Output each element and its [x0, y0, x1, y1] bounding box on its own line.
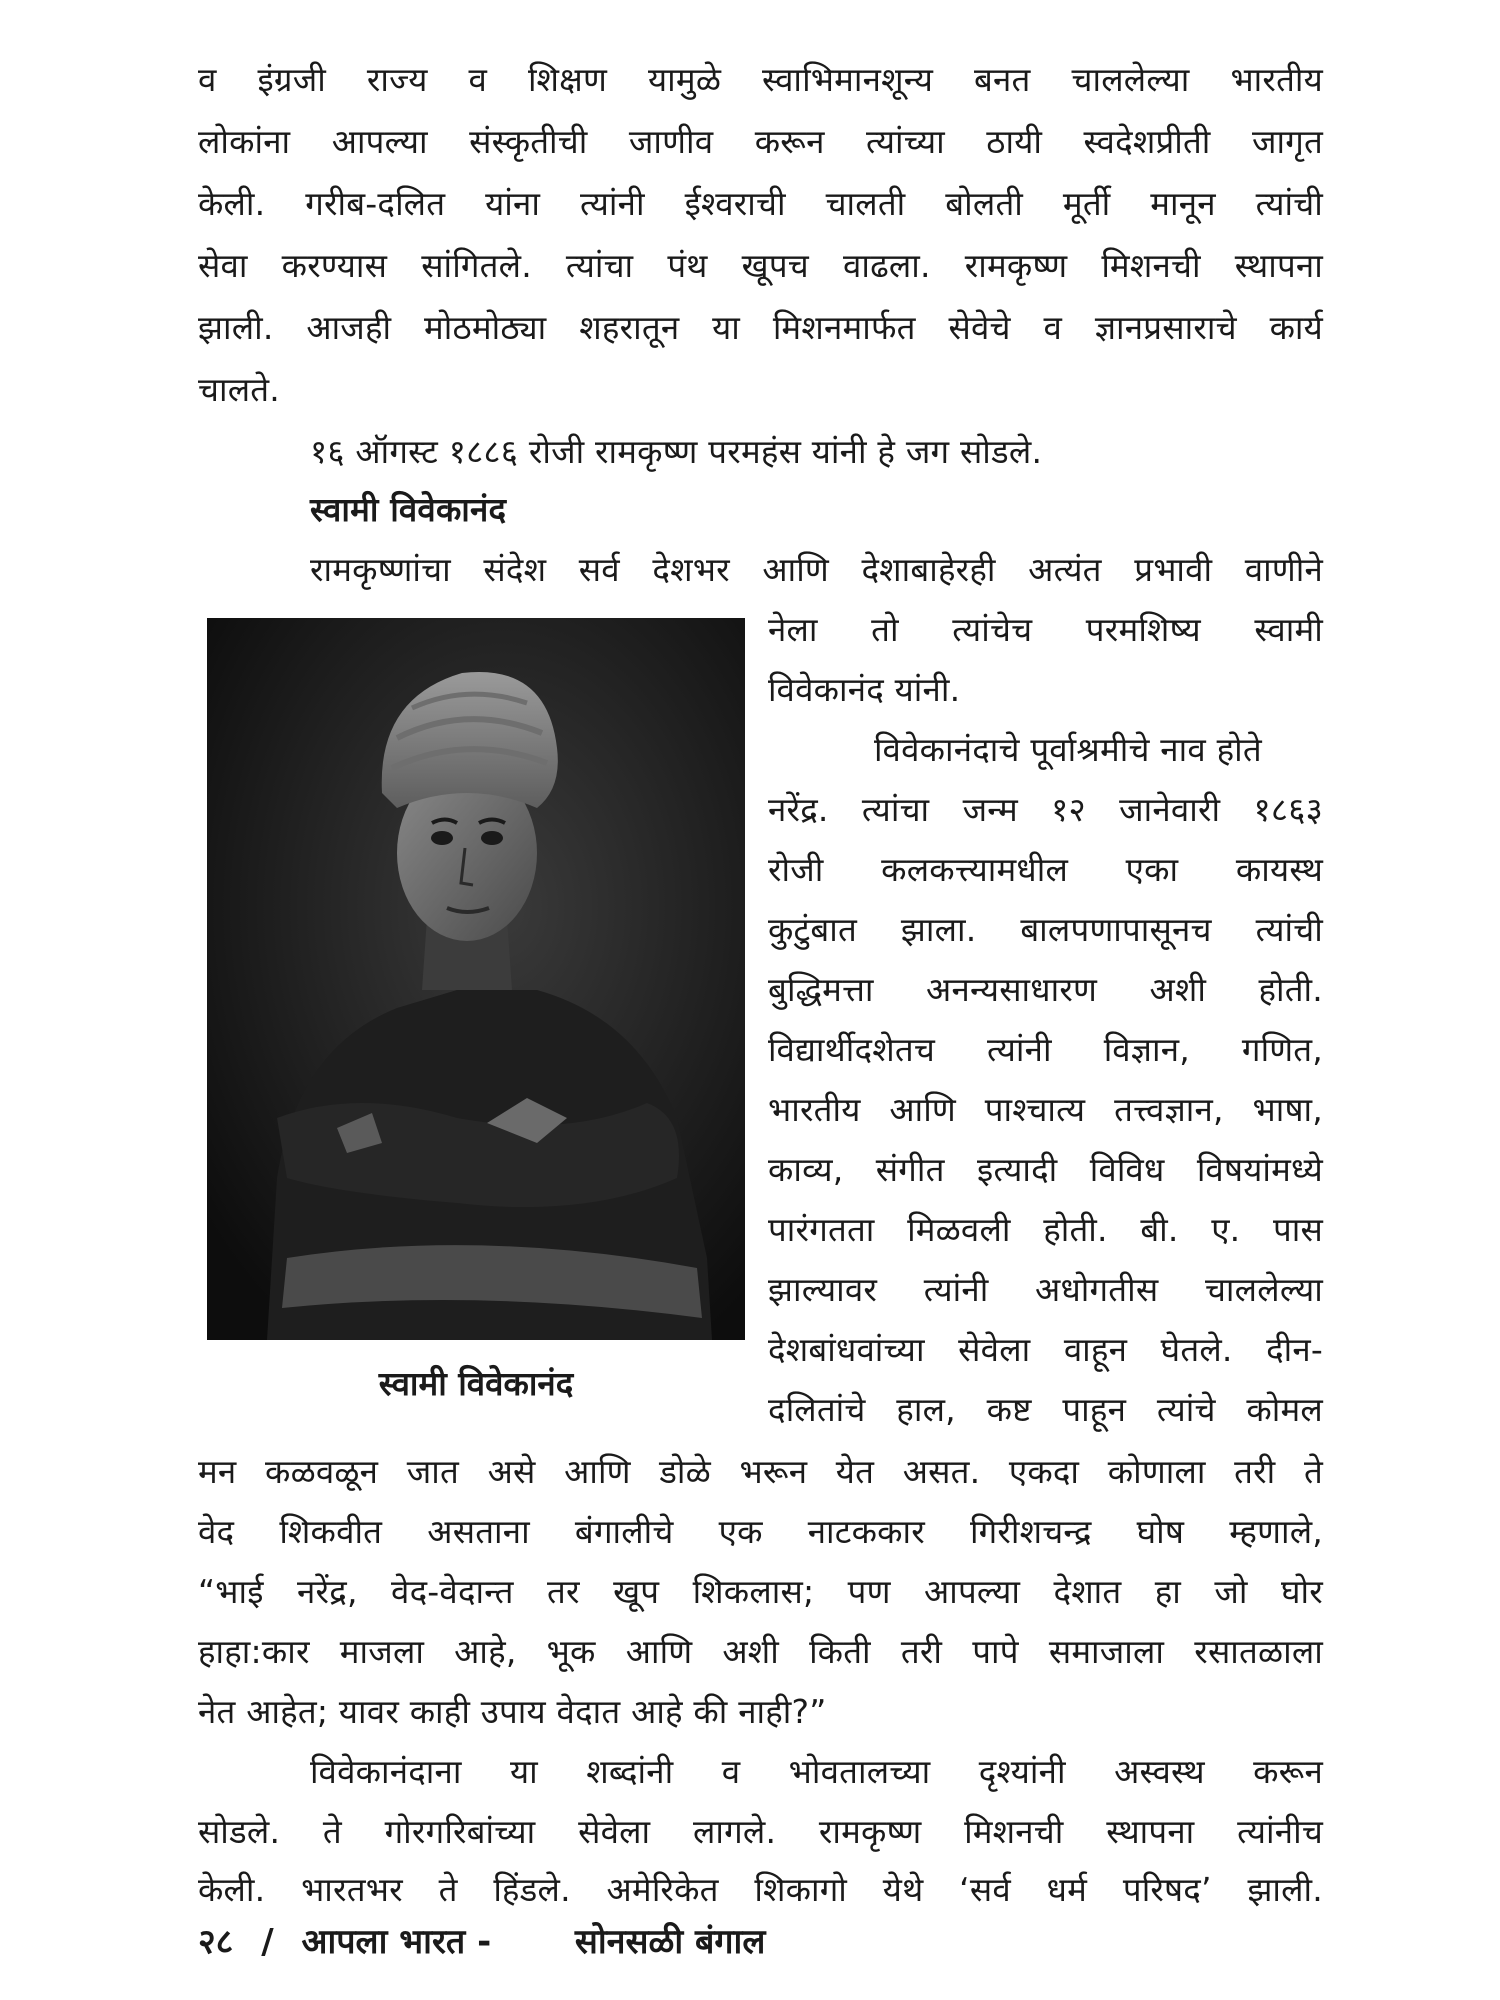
side-line: पारंगतता मिळवली होती. बी. ए. पास — [768, 1210, 1323, 1249]
intro-line: चालते. — [198, 370, 280, 409]
side-line: विवेकानंदाचे पूर्वाश्रमीचे नाव होते — [874, 730, 1262, 769]
page-footer — [198, 1920, 765, 1964]
vivekananda-photo — [207, 618, 745, 1340]
intro-line: केली. गरीब-दलित यांना त्यांनी ईश्वराची चालती बोलती मूर्ती मानून त्यांची — [198, 184, 1323, 223]
side-line: विवेकानंद यांनी. — [768, 670, 961, 709]
bottom-line: वेद शिकवीत असताना बंगालीचे एक नाटककार गिरीशचन्द्र घोष म्हणाले, — [198, 1512, 1323, 1551]
side-line: दलितांचे हाल, कष्ट पाहून त्यांचे कोमल — [768, 1390, 1323, 1429]
intro-line: व इंग्रजी राज्य व शिक्षण यामुळे स्वाभिमानशून्य बनत चाललेल्या भारतीय — [198, 60, 1323, 99]
bottom-line: केली. भारतभर ते हिंडले. अमेरिकेत शिकागो येथे ‘सर्व धर्म परिषद’ झाली. — [198, 1870, 1323, 1909]
section-heading: स्वामी विवेकानंद — [310, 490, 507, 529]
side-line: झाल्यावर त्यांनी अधोगतीस चाललेल्या — [768, 1270, 1323, 1309]
side-line: नरेंद्र. त्यांचा जन्म १२ जानेवारी १८६३ — [768, 790, 1323, 829]
side-line: भारतीय आणि पाश्चात्य तत्त्वज्ञान, भाषा, — [768, 1090, 1323, 1129]
side-line: काव्य, संगीत इत्यादी विविध विषयांमध्ये — [768, 1150, 1323, 1189]
side-line: रोजी कलकत्त्यामधील एका कायस्थ — [768, 850, 1323, 889]
side-line: देशबांधवांच्या सेवेला वाहून घेतले. दीन- — [768, 1330, 1323, 1369]
bottom-line: मन कळवळून जात असे आणि डोळे भरून येत असत. एकदा कोणाला तरी ते — [198, 1452, 1323, 1491]
side-line: बुद्धिमत्ता अनन्यसाधारण अशी होती. — [768, 970, 1323, 1009]
death-date-line: १६ ऑगस्ट १८८६ रोजी रामकृष्ण परमहंस यांनी हे जग सोडले. — [310, 432, 1043, 471]
photo-caption: स्वामी विवेकानंद — [378, 1364, 574, 1403]
intro-line: सेवा करण्यास सांगितले. त्यांचा पंथ खूपच वाढला. रामकृष्ण मिशनची स्थापना — [198, 246, 1323, 285]
bottom-line: नेत आहेत; यावर काही उपाय वेदात आहे की नाही?” — [198, 1692, 827, 1731]
intro-line: झाली. आजही मोठमोठ्या शहरातून या मिशनमार्फत सेवेचे व ज्ञानप्रसाराचे कार्य — [198, 308, 1323, 347]
side-line: विद्यार्थीदशेतच त्यांनी विज्ञान, गणित, — [768, 1030, 1323, 1069]
intro-line: लोकांना आपल्या संस्कृतीची जाणीव करून त्यांच्या ठायी स्वदेशप्रीती जागृत — [198, 122, 1323, 161]
section-first-line: रामकृष्णांचा संदेश सर्व देशभर आणि देशाबाहेरही अत्यंत प्रभावी वाणीने — [310, 550, 1323, 589]
bottom-line: “भाई नरेंद्र, वेद-वेदान्त तर खूप शिकलास; पण आपल्या देशात हा जो घोर — [198, 1572, 1323, 1611]
chapter-title: सोनसळी बंगाल — [574, 1922, 766, 1962]
book-title: आपला भारत - — [301, 1922, 492, 1962]
bottom-line: सोडले. ते गोरगरिबांच्या सेवेला लागले. रामकृष्ण मिशनची स्थापना त्यांनीच — [198, 1812, 1323, 1851]
footer-separator: / — [261, 1922, 274, 1962]
side-line: नेला तो त्यांचेच परमशिष्य स्वामी — [768, 610, 1323, 649]
bottom-line: विवेकानंदाना या शब्दांनी व भोवतालच्या दृश्यांनी अस्वस्थ करून — [310, 1752, 1323, 1791]
side-line: कुटुंबात झाला. बालपणापासूनच त्यांची — [768, 910, 1323, 949]
page-number: २८ — [198, 1922, 234, 1962]
bottom-line: हाहा:कार माजला आहे, भूक आणि अशी किती तरी पापे समाजाला रसातळाला — [198, 1632, 1323, 1671]
